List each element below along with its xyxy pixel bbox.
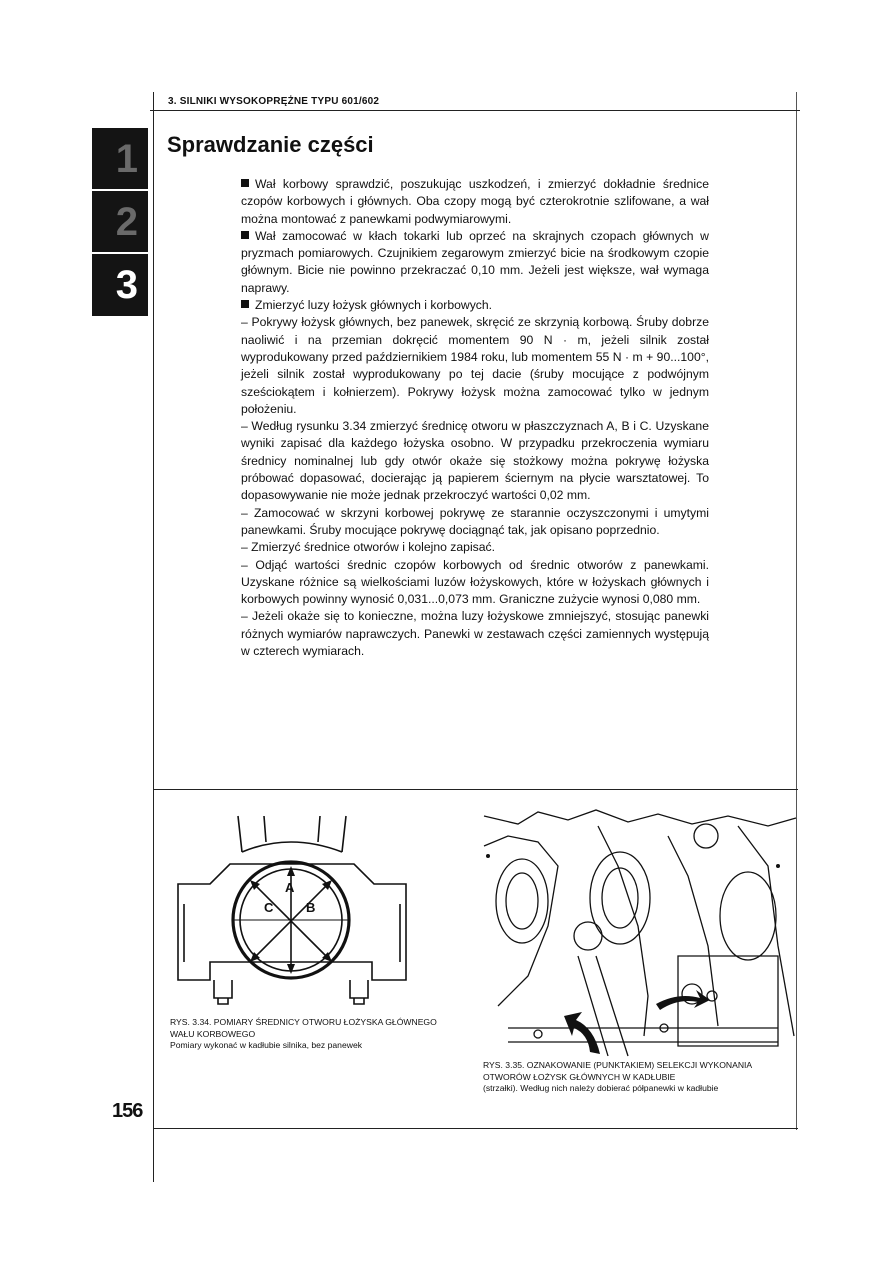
body-text <box>241 176 709 660</box>
engine-block-drawing <box>478 806 798 1058</box>
figure-1-caption-note: Pomiary wykonać w kadłubie silnika, bez panewek <box>170 1040 363 1050</box>
figure-1-caption-title: RYS. 3.34. POMIARY ŚREDNICY OTWORU ŁOŻYSKA GŁÓWNEGO WAŁU KORBOWEGO <box>170 1017 437 1039</box>
figure-2-caption-title: RYS. 3.35. OZNAKOWANIE (PUNKTAKIEM) SELEKCJI WYKONANIA OTWORÓW ŁOŻYSK GŁÓWNYCH W KADŁUBIE <box>483 1060 752 1082</box>
figure-2-caption <box>483 1060 795 1095</box>
bullet-square-icon <box>241 300 249 308</box>
header-rule <box>150 110 800 111</box>
paragraph: – Pokrywy łożysk głównych, bez panewek, skręcić ze skrzynią korbową. Śruby dobrze naoliwić i na przemian dokręcić momentem 90 N · m, jeżeli silnik został wyprodukowany przed październikiem 1984 roku, lub momentem 55 N · m + 90...100°, jeżeli silnik został wyprodukowany po tej dacie (śruby mocujące z podwójnym sześciokątem i kołnierzem). Pokrywy łożysk można zamocować tylko w jednym położeniu. <box>241 315 709 416</box>
figure-separator-rule <box>154 789 798 790</box>
paragraph: Zmierzyć luzy łożysk głównych i korbowych. <box>241 297 709 314</box>
bearing-bore-diagram <box>170 812 412 1012</box>
figure-2-caption-note: (strzałki). Według nich należy dobierać półpanewki w kadłubie <box>483 1083 719 1093</box>
running-header: 3. SILNIKI WYSOKOPRĘŻNE TYPU 601/602 <box>168 96 380 107</box>
page-number: 156 <box>112 1100 143 1122</box>
chapter-tab-2: 2 <box>92 191 148 253</box>
paragraph: – Jeżeli okaże się to konieczne, można luzy łożyskowe zmniejszyć, stosując panewki różnych wymiarów naprawczych. Panewki w zestawach części zamiennych występują w czterech wymiarach. <box>241 609 709 659</box>
bullet-square-icon <box>241 179 249 187</box>
plane-label-b: B <box>306 900 316 915</box>
chapter-tab-3: 3 <box>92 254 148 316</box>
section-title: Sprawdzanie części <box>167 132 374 157</box>
paragraph: – Odjąć wartości średnic czopów korbowych od średnic otworów z panewkami. Uzyskane różnice są wielkościami luzów łożyskowych, które w łożyskach głównych i korbowych powinny wynosić 0,031...0,073 mm. Graniczne zużycie wynosi 0,080 mm. <box>241 557 709 607</box>
paragraph: Wał zamocować w kłach tokarki lub oprzeć na skrajnych czopach głównych w pryzmach pomiarowych. Czujnikiem zegarowym zmierzyć bicie na środkowym czopie głównym. Bicie nie powinno przekraczać 0,10 mm. Jeżeli jest większe, wał wymaga naprawy. <box>241 228 709 295</box>
footer-rule <box>154 1128 798 1129</box>
paragraph: – Zmierzyć średnice otworów i kolejno zapisać. <box>241 540 496 555</box>
bullet-square-icon <box>241 231 249 239</box>
paragraph: – Według rysunku 3.34 zmierzyć średnicę otworu w płaszczyznach A, B i C. Uzyskane wyniki zapisać dla każdego łożyska osobno. W przypadku przekroczenia wymiaru średnicy nominalnej lub gdy otwór okaże się stożkowy można pokrywę łożyska próbować dopasować, docierając ją papierem ściernym na płycie warsztatowej. To dopasowywanie nie może jednak przekroczyć wartości 0,02 mm. <box>241 419 709 503</box>
paragraph: – Zamocować w skrzyni korbowej pokrywę ze starannie oczyszczonymi i umytymi panewkami. Śruby mocujące pokrywę dociągnąć tak, jak opisano poprzednio. <box>241 505 709 537</box>
paragraph: Wał korbowy sprawdzić, poszukując uszkodzeń, i zmierzyć dokładnie średnice czopów korbowych i głównych. Oba czopy mogą być czterokrotnie szlifowane, a wał można montować z panewkami podwymiarowymi. <box>241 177 709 226</box>
chapter-tab-1: 1 <box>92 128 148 190</box>
margin-rule-left <box>153 92 154 1182</box>
figure-1-caption <box>170 1017 440 1052</box>
plane-label-c: C <box>264 900 274 915</box>
plane-label-a: A <box>285 880 295 895</box>
